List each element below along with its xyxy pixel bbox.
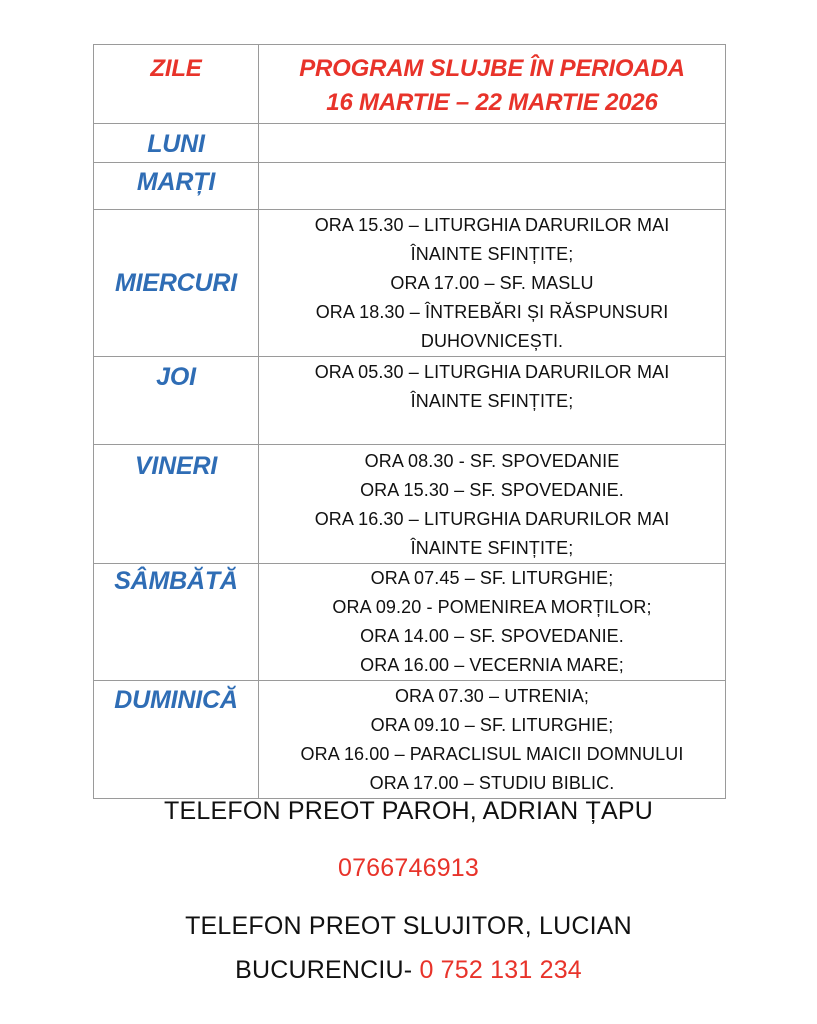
day-cell xyxy=(94,445,259,564)
day-cell xyxy=(94,210,259,357)
header-program-title xyxy=(259,45,725,120)
program-line: ORA 15.30 – SF. SPOVEDANIE. xyxy=(360,480,624,500)
program-line: ORA 16.00 – PARACLISUL MAICII DOMNULUI xyxy=(300,744,684,764)
table-row xyxy=(94,210,726,357)
program-cell xyxy=(259,124,726,163)
program-line: ORA 08.30 - SF. SPOVEDANIE xyxy=(364,451,620,471)
header-row xyxy=(94,45,726,124)
day-cell xyxy=(94,564,259,681)
header-program-line1: PROGRAM SLUJBE ÎN PERIOADA xyxy=(299,55,685,82)
program-line: ORA 16.30 – LITURGHIA DARURILOR MAI xyxy=(314,509,670,529)
program-line: ORA 17.00 – SF. MASLU xyxy=(390,273,594,293)
program-lines xyxy=(259,681,725,798)
day-cell xyxy=(94,163,259,210)
day-name: DUMINICĂ xyxy=(114,686,238,714)
program-line: ÎNAINTE SFINȚITE; xyxy=(410,538,574,558)
program-line: ORA 09.10 – SF. LITURGHIE; xyxy=(370,715,614,735)
program-cell xyxy=(259,681,726,799)
day-name: MIERCURI xyxy=(114,269,237,297)
header-days-label: ZILE xyxy=(150,55,202,82)
day-name: SÂMBĂTĂ xyxy=(114,567,238,595)
program-cell xyxy=(259,445,726,564)
program-lines xyxy=(259,210,725,356)
serving-priest-label: TELEFON PREOT SLUJITOR, LUCIAN xyxy=(185,912,632,940)
program-cell xyxy=(259,163,726,210)
schedule-table xyxy=(93,44,726,799)
program-lines xyxy=(259,564,725,680)
program-line: ORA 09.20 - POMENIREA MORȚILOR; xyxy=(332,597,652,617)
table-row xyxy=(94,445,726,564)
day-name: VINERI xyxy=(134,452,218,480)
day-cell xyxy=(94,681,259,799)
parish-priest-phone[interactable]: 0766746913 xyxy=(337,854,480,882)
header-program-line2: 16 MARTIE – 22 MARTIE 2026 xyxy=(326,89,658,116)
program-line: ÎNAINTE SFINȚITE; xyxy=(410,391,574,411)
program-line: ORA 14.00 – SF. SPOVEDANIE. xyxy=(360,626,624,646)
program-lines xyxy=(259,445,725,563)
table-row xyxy=(94,564,726,681)
serving-priest-contact xyxy=(0,956,817,985)
program-line: ORA 18.30 – ÎNTREBĂRI ȘI RĂSPUNSURI xyxy=(315,302,669,322)
day-name: JOI xyxy=(156,363,196,391)
day-name: MARȚI xyxy=(136,168,216,196)
table-row xyxy=(94,124,726,163)
table-row xyxy=(94,681,726,799)
day-cell xyxy=(94,124,259,163)
program-cell xyxy=(259,357,726,445)
program-line: ORA 05.30 – LITURGHIA DARURILOR MAI xyxy=(314,362,670,382)
day-name: LUNI xyxy=(147,130,205,158)
program-lines xyxy=(259,357,725,416)
header-days-cell xyxy=(94,45,259,124)
serving-priest-name-tail: BUCURENCIU- xyxy=(235,956,420,984)
program-line: ORA 07.45 – SF. LITURGHIE; xyxy=(370,568,614,588)
program-line: ORA 16.00 – VECERNIA MARE; xyxy=(360,655,624,675)
serving-priest-phone[interactable]: 0 752 131 234 xyxy=(419,956,582,984)
program-line: ÎNAINTE SFINȚITE; xyxy=(410,244,574,264)
day-cell xyxy=(94,357,259,445)
table-row xyxy=(94,163,726,210)
program-line: ORA 17.00 – STUDIU BIBLIC. xyxy=(369,773,615,793)
program-line: DUHOVNICEȘTI. xyxy=(420,331,564,351)
table-row xyxy=(94,357,726,445)
program-line: ORA 07.30 – UTRENIA; xyxy=(394,686,590,706)
parish-priest-label: TELEFON PREOT PAROH, ADRIAN ȚAPU xyxy=(164,797,653,825)
program-cell xyxy=(259,210,726,357)
program-cell xyxy=(259,564,726,681)
program-line: ORA 15.30 – LITURGHIA DARURILOR MAI xyxy=(314,215,670,235)
header-program-cell xyxy=(259,45,726,124)
